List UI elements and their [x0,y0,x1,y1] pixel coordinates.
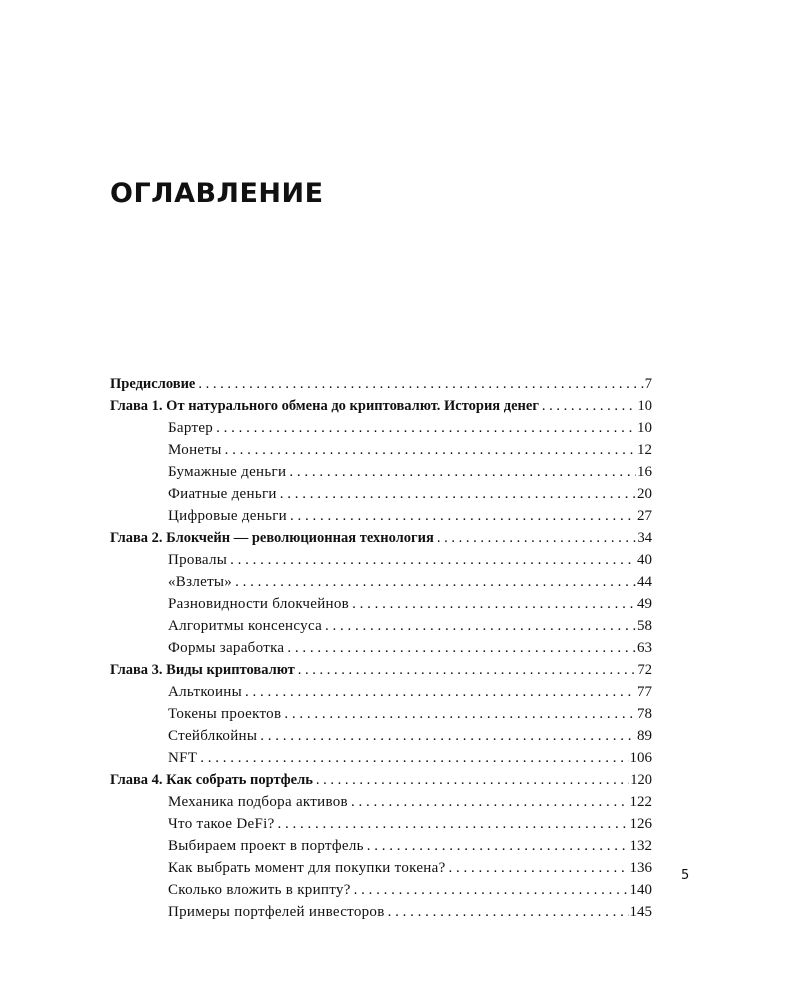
toc-entry-title: Токены проектов [168,706,282,722]
toc-entry-section [110,483,652,505]
toc-entry-section [110,791,652,813]
toc-entry-section [110,703,652,725]
toc-entry-section [110,725,652,747]
dot-leader [348,791,629,813]
toc-entry-page: 34 [637,530,652,546]
toc-entry-page: 122 [629,794,652,810]
toc-entry-title: Примеры портфелей инвесторов [168,904,385,920]
toc-entry-page: 7 [644,376,652,392]
toc-entry-title: Глава 3. Виды криптовалют [110,662,295,678]
toc-entry-page: 63 [637,640,652,656]
toc-entry-page: 10 [637,420,652,436]
dot-leader [287,505,636,527]
toc-entry-preface [110,373,652,395]
toc-entry-section [110,461,652,483]
toc-entry-title: NFT [168,750,198,766]
toc-entry-section [110,615,652,637]
dot-leader [349,593,636,615]
toc-entry-section [110,901,652,923]
toc-entry-chapter-2 [110,527,652,549]
toc-entry-page: 89 [637,728,652,744]
page-title: ОГЛАВЛЕНИЕ [110,178,324,209]
toc-entry-title: Бумажные деньги [168,464,287,480]
dot-leader [284,637,636,659]
toc-entry-title: Предисловие [110,376,196,392]
dot-leader [197,747,628,769]
toc-entry-section [110,835,652,857]
dot-leader [434,527,637,549]
toc-entry-title: Фиатные деньги [168,486,277,502]
toc-entry-section [110,879,652,901]
table-of-contents [110,373,652,923]
toc-entry-title: Глава 4. Как собрать портфель [110,772,313,788]
dot-leader [322,615,636,637]
toc-entry-title: Глава 1. От натурального обмена до криптовалют. История денег [110,398,539,414]
toc-entry-section [110,637,652,659]
dot-leader [195,373,643,395]
dot-leader [286,461,636,483]
toc-entry-title: Сколько вложить в крипту? [168,882,351,898]
toc-entry-page: 140 [629,882,652,898]
toc-entry-page: 72 [637,662,652,678]
toc-entry-page: 44 [637,574,652,590]
dot-leader [277,483,636,505]
dot-leader [275,813,629,835]
dot-leader [295,659,637,681]
toc-entry-page: 145 [629,904,652,920]
toc-entry-page: 49 [637,596,652,612]
toc-entry-chapter-3 [110,659,652,681]
toc-entry-page: 58 [637,618,652,634]
toc-entry-page: 12 [637,442,652,458]
dot-leader [281,703,636,725]
toc-entry-page: 126 [629,816,652,832]
dot-leader [364,835,629,857]
toc-entry-section [110,417,652,439]
toc-entry-section [110,813,652,835]
toc-entry-section [110,857,652,879]
toc-entry-section [110,681,652,703]
toc-entry-page: 20 [637,486,652,502]
toc-entry-page: 10 [637,398,652,414]
toc-entry-title: Механика подбора активов [168,794,348,810]
toc-entry-section [110,747,652,769]
toc-entry-title: Цифровые деньги [168,508,287,524]
dot-leader [313,769,629,791]
toc-entry-chapter-4 [110,769,652,791]
toc-entry-title: «Взлеты» [168,574,233,590]
toc-entry-title: Формы заработка [168,640,285,656]
toc-entry-title: Что такое DeFi? [168,816,275,832]
toc-entry-page: 77 [637,684,652,700]
toc-entry-page: 136 [629,860,652,876]
toc-entry-page: 16 [637,464,652,480]
dot-leader [227,549,636,571]
toc-entry-title: Бартер [168,420,214,436]
toc-entry-section [110,593,652,615]
toc-entry-page: 27 [637,508,652,524]
toc-entry-section [110,571,652,593]
toc-entry-title: Выбираем проект в портфель [168,838,364,854]
toc-entry-section [110,549,652,571]
toc-entry-title: Альткоины [168,684,243,700]
toc-entry-page: 106 [629,750,652,766]
toc-entry-page: 132 [629,838,652,854]
toc-entry-title: Разновидности блокчейнов [168,596,350,612]
dot-leader [232,571,636,593]
dot-leader [222,439,636,461]
toc-entry-chapter-1 [110,395,652,417]
dot-leader [351,879,629,901]
toc-entry-title: Провалы [168,552,228,568]
toc-entry-title: Монеты [168,442,222,458]
dot-leader [385,901,629,923]
toc-entry-page: 120 [630,772,652,788]
dot-leader [257,725,636,747]
dot-leader [446,857,629,879]
page-number: 5 [681,868,690,883]
dot-leader [242,681,636,703]
toc-entry-title: Глава 2. Блокчейн — революционная технология [110,530,434,546]
toc-entry-section [110,439,652,461]
toc-entry-page: 40 [637,552,652,568]
dot-leader [539,395,637,417]
toc-entry-section [110,505,652,527]
toc-entry-title: Как выбрать момент для покупки токена? [168,860,446,876]
toc-entry-title: Алгоритмы консенсуса [168,618,323,634]
toc-entry-title: Стейблкойны [168,728,258,744]
dot-leader [213,417,636,439]
toc-entry-page: 78 [637,706,652,722]
